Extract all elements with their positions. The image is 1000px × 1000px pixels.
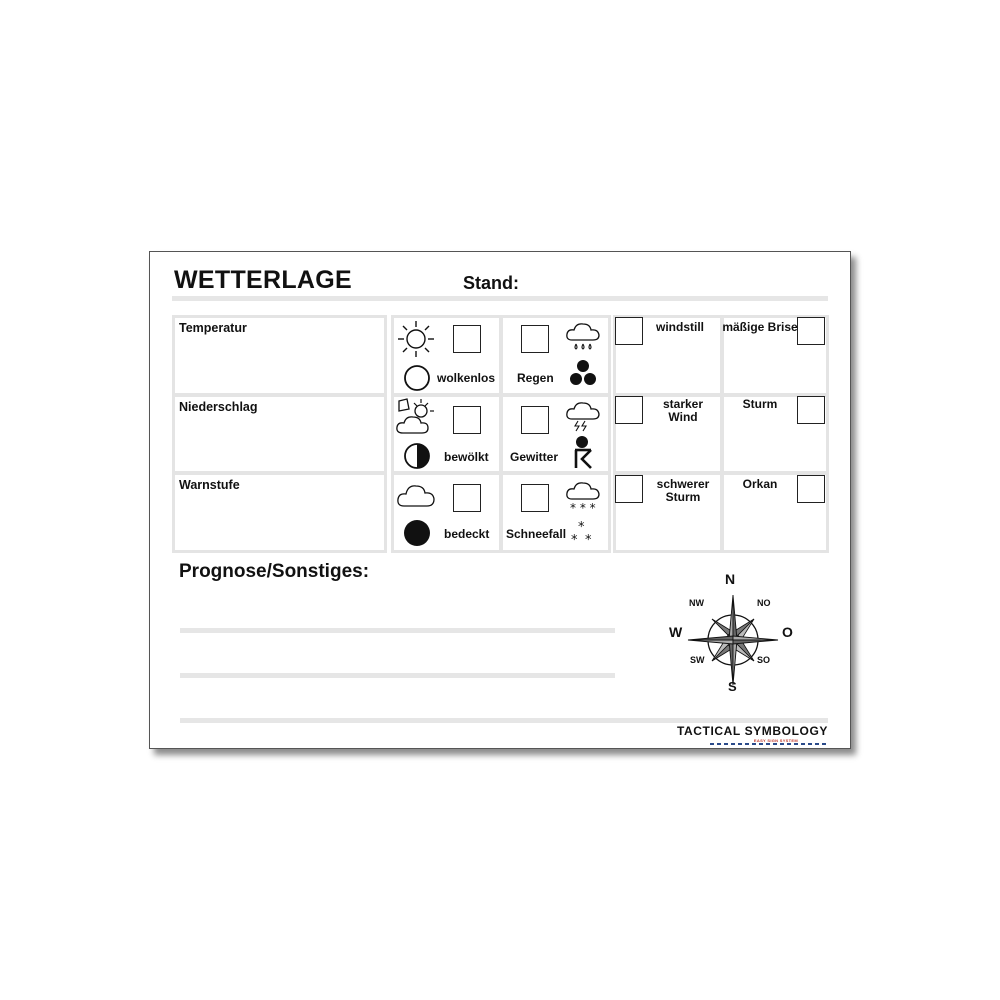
- brand-bar: [710, 743, 828, 745]
- weather-form-card: [149, 251, 851, 749]
- checkbox-windstill[interactable]: [615, 317, 643, 345]
- label-bewoelkt: bewölkt: [444, 450, 489, 464]
- svg-text:*: *: [585, 533, 592, 548]
- half-circle-icon: [403, 442, 431, 470]
- label-regen: Regen: [517, 371, 554, 385]
- forecast-label: Prognose/Sonstiges:: [179, 561, 370, 582]
- forecast-line-2[interactable]: [180, 673, 615, 678]
- svg-text:* * *: * * *: [570, 501, 596, 515]
- compass-s: S: [728, 679, 737, 694]
- filled-circle-icon: [403, 519, 431, 547]
- checkbox-sturm[interactable]: [797, 396, 825, 424]
- snow-cloud-icon: [564, 479, 602, 513]
- precipitation-field[interactable]: [172, 394, 387, 474]
- temperature-field[interactable]: [172, 315, 387, 396]
- checkbox-bewoelkt[interactable]: [453, 406, 481, 434]
- thunderstorm-symbol-icon: [570, 435, 596, 469]
- stand-label: Stand:: [463, 273, 519, 293]
- compass-n: N: [725, 571, 736, 587]
- label-windstill: windstill: [656, 320, 704, 334]
- header-divider: [172, 296, 828, 301]
- checkbox-orkan[interactable]: [797, 475, 825, 503]
- rain-cloud-icon: [564, 320, 602, 354]
- label-starker-wind: starker Wind: [662, 397, 704, 424]
- label-schwerer-sturm: schwerer Sturm: [656, 477, 710, 504]
- checkbox-wolkenlos[interactable]: [453, 325, 481, 353]
- compass-so: SO: [757, 655, 771, 665]
- compass-nw: NW: [689, 598, 704, 608]
- warning-level-field[interactable]: [172, 472, 387, 553]
- forecast-line-3[interactable]: [180, 718, 828, 723]
- label-bedeckt: bedeckt: [444, 527, 490, 541]
- sun-icon: [396, 319, 436, 359]
- warning-level-label: Warnstufe: [179, 478, 240, 492]
- snowflakes-icon: [570, 518, 598, 546]
- form-title: WETTERLAGE: [174, 266, 352, 294]
- sun-cloud-icon: [395, 397, 437, 437]
- brand-tagline: EASY SIGN SYSTEM: [753, 738, 798, 743]
- checkbox-regen[interactable]: [521, 325, 549, 353]
- forecast-line-1[interactable]: [180, 628, 615, 633]
- label-schneefall: Schneefall: [506, 527, 567, 541]
- label-sturm: Sturm: [742, 397, 778, 411]
- checkbox-schwerer-sturm[interactable]: [615, 475, 643, 503]
- compass-o: O: [782, 624, 793, 640]
- checkbox-starker-wind[interactable]: [615, 396, 643, 424]
- compass-sw: SW: [690, 655, 705, 665]
- checkbox-schneefall[interactable]: [521, 484, 549, 512]
- cloud-icon: [395, 480, 437, 510]
- label-gewitter: Gewitter: [510, 450, 559, 464]
- checkbox-maessige-brise[interactable]: [797, 317, 825, 345]
- three-dots-icon: [568, 358, 598, 388]
- svg-text:*: *: [571, 533, 578, 548]
- thunder-cloud-icon: [564, 399, 602, 433]
- label-wolkenlos: wolkenlos: [437, 371, 496, 385]
- svg-text:*: *: [578, 520, 585, 535]
- checkbox-gewitter[interactable]: [521, 406, 549, 434]
- precipitation-label: Niederschlag: [179, 400, 258, 414]
- compass-w: W: [669, 624, 683, 640]
- compass-no: NO: [757, 598, 771, 608]
- temperature-label: Temperatur: [179, 321, 247, 335]
- label-maessige-brise: mäßige Brise: [722, 320, 798, 334]
- label-orkan: Orkan: [742, 477, 778, 491]
- compass-rose-icon: [688, 595, 778, 685]
- checkbox-bedeckt[interactable]: [453, 484, 481, 512]
- brand-logo: TACTICAL SYMBOLOGY: [676, 724, 828, 738]
- empty-circle-icon: [403, 364, 431, 392]
